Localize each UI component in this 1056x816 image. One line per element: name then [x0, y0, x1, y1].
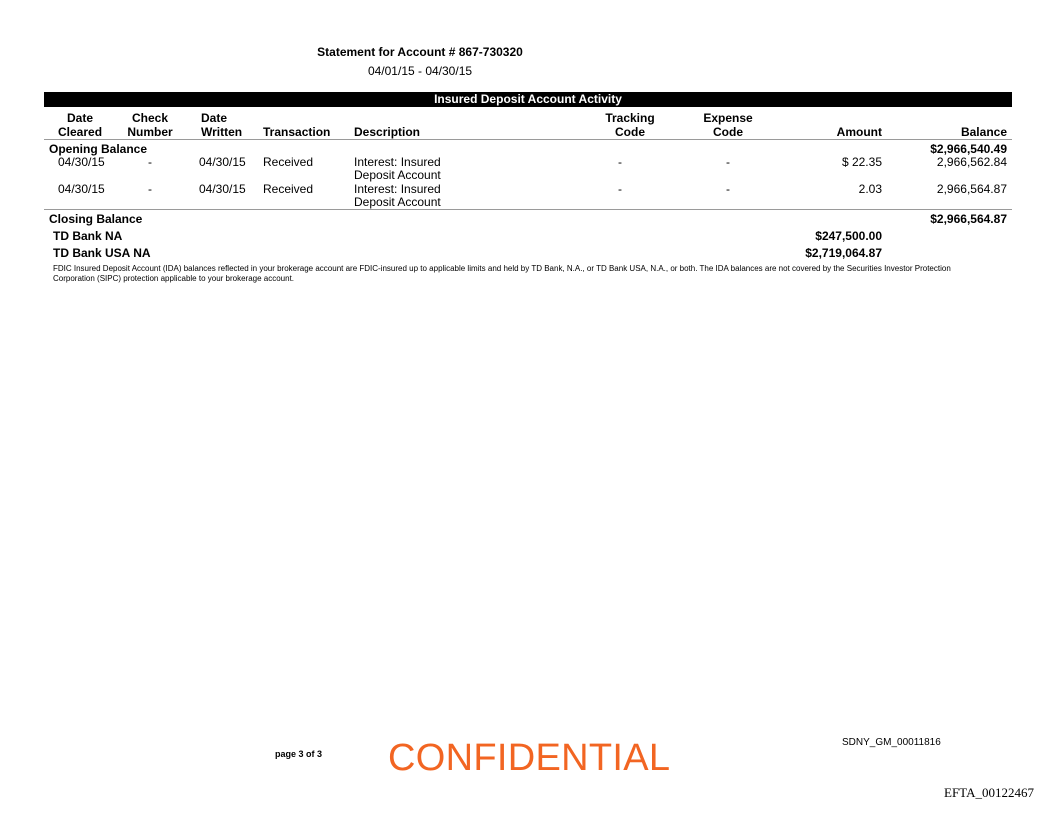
row2-check-number: - [148, 182, 152, 196]
col-date-written-line1: Date [201, 111, 228, 125]
col-tracking-code-line1: Tracking [605, 111, 655, 125]
row1-description [354, 156, 441, 182]
bank-name: TD Bank NA [53, 229, 123, 243]
closing-balance-label: Closing Balance [49, 212, 143, 226]
row1-description-line1: Interest: Insured [354, 155, 441, 169]
row1-amount: $ 22.35 [841, 155, 882, 169]
col-amount: Amount [836, 125, 882, 139]
row2-balance: 2,966,564.87 [936, 182, 1007, 196]
row2-amount: 2.03 [858, 182, 882, 196]
col-date-written [201, 111, 242, 139]
col-tracking-code [600, 111, 660, 139]
row1-tracking-code: - [618, 155, 622, 169]
col-description: Description [354, 125, 421, 139]
row1-balance: 2,966,562.84 [936, 155, 1007, 169]
col-transaction: Transaction [263, 125, 331, 139]
col-date-written-line2: Written [201, 125, 243, 139]
confidential-stamp: CONFIDENTIAL [388, 737, 671, 779]
opening-balance-label: Opening Balance [49, 142, 148, 156]
col-check-number-line1: Check [131, 111, 169, 125]
document-id: SDNY_GM_00011816 [842, 737, 941, 748]
row2-description-line1: Interest: Insured [354, 182, 441, 196]
col-expense-code-line1: Expense [703, 111, 753, 125]
bank-amount: $2,719,064.87 [805, 246, 882, 260]
col-date-cleared [58, 111, 102, 139]
col-check-number-line2: Number [127, 125, 173, 139]
col-expense-code [700, 111, 756, 139]
col-date-cleared-line1: Date [66, 111, 93, 125]
col-tracking-code-line2: Code [615, 125, 645, 139]
page-number: page 3 of 3 [275, 749, 323, 759]
fdic-footnote: FDIC Insured Deposit Account (IDA) balances reflected in your brokerage account are FDIC-insured up to applicable limits and held by TD Bank, N.A., or TD Bank USA, N.A., or both. The IDA balances are not covered by the Securities Investor Protection Corporation (SIPC) protection applicable to your brokerage account. [53, 264, 951, 283]
col-date-cleared-line2: Cleared [58, 125, 103, 139]
row1-description-line2: Deposit Account [354, 168, 441, 182]
opening-balance-value: $2,966,540.49 [930, 142, 1007, 156]
closing-rule [44, 209, 1012, 210]
closing-balance-value: $2,966,564.87 [930, 212, 1007, 226]
col-check-number [124, 111, 176, 139]
row1-transaction: Received [263, 155, 314, 169]
row1-check-number: - [148, 155, 152, 169]
statement-date-range: 04/01/15 - 04/30/15 [367, 64, 473, 78]
statement-title: Statement for Account # 867-730320 [317, 45, 523, 59]
row2-date-cleared: 04/30/15 [58, 182, 105, 196]
col-expense-code-line2: Code [713, 125, 743, 139]
efta-bates-number: EFTA_00122467 [944, 785, 1034, 800]
bank-amount: $247,500.00 [815, 229, 882, 243]
section-title-bar: Insured Deposit Account Activity [44, 92, 1012, 107]
row2-description-line2: Deposit Account [354, 195, 441, 209]
header-rule [44, 139, 1012, 140]
row1-expense-code: - [726, 155, 730, 169]
row2-date-written: 04/30/15 [199, 182, 246, 196]
col-balance: Balance [960, 125, 1007, 139]
row2-transaction: Received [263, 182, 314, 196]
row2-tracking-code: - [618, 182, 622, 196]
row2-expense-code: - [726, 182, 730, 196]
row1-date-cleared: 04/30/15 [58, 155, 105, 169]
bank-name: TD Bank USA NA [53, 246, 151, 260]
row1-date-written: 04/30/15 [199, 155, 246, 169]
row2-description [354, 183, 441, 209]
